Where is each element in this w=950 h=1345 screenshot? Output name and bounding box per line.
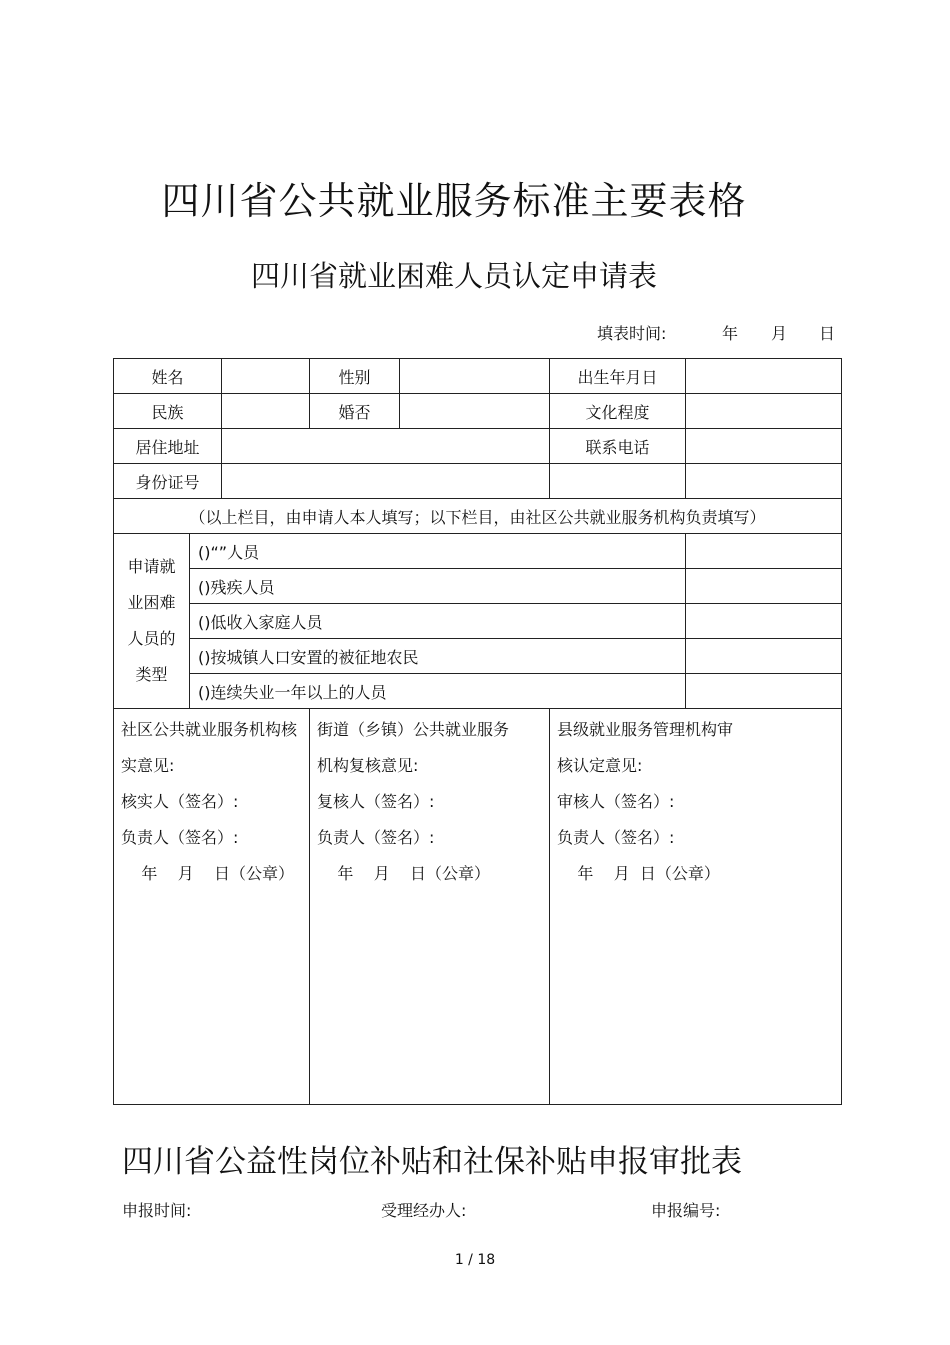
approval-heading: 县级就业服务管理机构审 xyxy=(557,720,734,739)
address-field[interactable] xyxy=(222,429,550,464)
approval-heading: 社区公共就业服务机构核 xyxy=(121,720,298,739)
document-title: 四川省公共就业服务标准主要表格 xyxy=(161,179,747,223)
id-number-field[interactable] xyxy=(222,464,550,499)
phone-label: 联系电话 xyxy=(550,429,686,464)
form2-title: 四川省公益性岗位补贴和社保补贴申报审批表 xyxy=(122,1144,742,1180)
approval-heading-cont: 机构复核意见: xyxy=(317,756,419,775)
county-approval-cell[interactable] xyxy=(550,709,842,1105)
type-label-cell xyxy=(114,534,190,709)
leader-signature: 负责人（签名）: xyxy=(557,828,675,847)
fill-date-year: 年 xyxy=(722,324,739,343)
type-option-mark[interactable] xyxy=(686,534,842,569)
leader-signature: 负责人（签名）: xyxy=(317,828,435,847)
section-note: （以上栏目，由申请人本人填写；以下栏目，由社区公共就业服务机构负责填写） xyxy=(114,499,842,534)
approval-heading: 街道（乡镇）公共就业服务 xyxy=(317,720,510,739)
community-approval-cell[interactable] xyxy=(114,709,310,1105)
name-label: 姓名 xyxy=(114,359,222,394)
type-option[interactable]: ()残疾人员 xyxy=(190,569,686,604)
approval-date-seal: 年 月 日（公章） xyxy=(121,864,295,883)
type-option-mark[interactable] xyxy=(686,569,842,604)
ethnicity-field[interactable] xyxy=(222,394,310,429)
birth-field[interactable] xyxy=(686,359,842,394)
marital-field[interactable] xyxy=(400,394,550,429)
fill-date-month: 月 xyxy=(771,324,788,343)
street-approval-cell[interactable] xyxy=(310,709,550,1105)
type-label-line: 申请就 xyxy=(127,557,176,576)
education-field[interactable] xyxy=(686,394,842,429)
gender-field[interactable] xyxy=(400,359,550,394)
type-option-mark[interactable] xyxy=(686,604,842,639)
checker-signature: 复核人（签名）: xyxy=(317,792,435,811)
form1-title: 四川省就业困难人员认定申请表 xyxy=(250,259,657,293)
fill-date-day: 日 xyxy=(819,324,836,343)
application-form-table xyxy=(113,358,842,1105)
ethnicity-label: 民族 xyxy=(114,394,222,429)
gender-label: 性别 xyxy=(310,359,400,394)
marital-label: 婚否 xyxy=(310,394,400,429)
type-label-line: 类型 xyxy=(135,665,168,684)
fill-date-label: 填表时间: xyxy=(597,324,667,343)
type-option-mark[interactable] xyxy=(686,639,842,674)
education-label: 文化程度 xyxy=(550,394,686,429)
leader-signature: 负责人（签名）: xyxy=(121,828,239,847)
id-number-extra-field[interactable] xyxy=(550,464,686,499)
phone-field[interactable] xyxy=(686,429,842,464)
type-label-line: 人员的 xyxy=(127,629,176,648)
approval-heading-cont: 核认定意见: xyxy=(557,756,643,775)
address-label: 居住地址 xyxy=(114,429,222,464)
type-label-line: 业困难 xyxy=(127,593,176,612)
approval-date-seal: 年 月 日（公章） xyxy=(557,864,720,883)
checker-signature: 核实人（签名）: xyxy=(121,792,239,811)
type-option[interactable]: ()低收入家庭人员 xyxy=(190,604,686,639)
page-number: 1 / 18 xyxy=(454,1252,496,1268)
type-option[interactable]: ()按城镇人口安置的被征地农民 xyxy=(190,639,686,674)
approval-date-seal: 年 月 日（公章） xyxy=(317,864,491,883)
id-number-label: 身份证号 xyxy=(114,464,222,499)
birth-label: 出生年月日 xyxy=(550,359,686,394)
approval-heading-cont: 实意见: xyxy=(121,756,175,775)
handler-label: 受理经办人: xyxy=(381,1201,467,1220)
name-field[interactable] xyxy=(222,359,310,394)
type-option-mark[interactable] xyxy=(686,674,842,709)
report-number-label: 申报编号: xyxy=(651,1201,721,1220)
report-time-label: 申报时间: xyxy=(122,1201,192,1220)
type-option[interactable]: ()“”人员 xyxy=(190,534,686,569)
checker-signature: 审核人（签名）: xyxy=(557,792,675,811)
id-number-extra-field-2[interactable] xyxy=(686,464,842,499)
type-option[interactable]: ()连续失业一年以上的人员 xyxy=(190,674,686,709)
